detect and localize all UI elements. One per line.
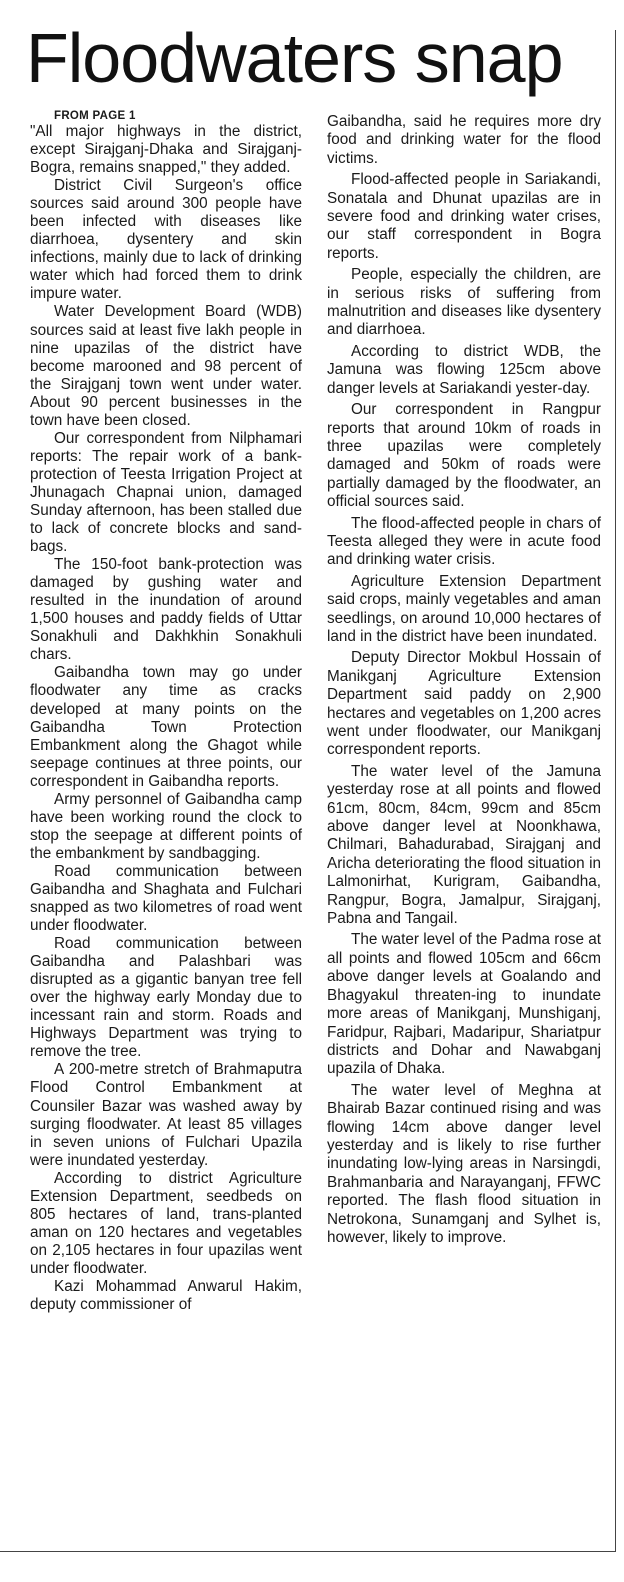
paragraph: Gaibandha, said he requires more dry food and drinking water for the flood victims. xyxy=(327,113,601,167)
paragraph: Road communication between Gaibandha and Shaghata and Fulchari snapped as two kilometres of road went under floodwater. xyxy=(30,862,302,935)
paragraph: People, especially the children, are in serious risks of suffering from malnutrition and diseases like dysentery and diarrhoea. xyxy=(327,266,601,339)
column-rule-right xyxy=(615,30,616,1552)
paragraph: A 200-metre stretch of Brahmaputra Flood Control Embankment at Counsiler Bazar was washed away by surging floodwater. At least 85 villages in seven unions of Fulchari Upazila were inundated yesterday. xyxy=(30,1061,302,1169)
headline: Floodwaters snap xyxy=(26,19,563,97)
paragraph: Agriculture Extension Department said crops, mainly vegetables and aman seedlings, on around 10,000 hectares of land in the district have been inundated. xyxy=(327,572,601,645)
paragraph: The water level of the Padma rose at all points and flowed 105cm and 66cm above danger levels at Goalando and Bhagyakul threaten-ing to inundate more areas of Manikganj, Munshiganj, Faridpur, Rajbari, Madaripur, Shariatpur districts and Dohar and Nawabganj upazila of Dhaka. xyxy=(327,931,601,1078)
paragraph: The 150-foot bank-protection was damaged by gushing water and resulted in the inundation of around 1,500 houses and paddy fields of Uttar Sonakhuli and Dakhkhin Sonakhuli chars. xyxy=(30,556,302,664)
paragraph: The flood-affected people in chars of Teesta alleged they were in acute food and drinking water crisis. xyxy=(327,514,601,569)
article-column-right xyxy=(327,113,601,1250)
paragraph: Road communication between Gaibandha and Palashbari was disrupted as a gigantic banyan tree fell over the highway early Monday due to incessant rain and storm. Roads and Highways Department was trying to remove the tree. xyxy=(30,935,302,1061)
paragraph: The water level of the Jamuna yesterday rose at all points and flowed 61cm, 80cm, 84cm, 99cm and 85cm above danger level at Noonkhawa, Chilmari, Bahadurabad, Sirajganj and Aricha deteriorating the flood situation in Lalmonirhat, Kurigram, Gaibandha, Rangpur, Bogra, Jamalpur, Sirajganj, Pabna and Tangail. xyxy=(327,762,601,928)
paragraph: The water level of Meghna at Bhairab Bazar continued rising and was flowing 14cm above danger level yesterday and is likely to rise further inundating low-lying areas in Narsingdi, Brahmanbaria and Narayanganj, FFWC reported. The flash flood situation in Netrokona, Sunamganj and Sylhet is, however, likely to improve. xyxy=(327,1081,601,1246)
article-column-left xyxy=(30,109,302,1314)
paragraph: District Civil Surgeon's office sources said around 300 people have been infected with diseases like diarrhoea, dysentery and skin infections, mainly due to lack of drinking water which had forced them to drink impure water. xyxy=(30,177,302,303)
paragraph: Water Development Board (WDB) sources said at least five lakh people in nine upazilas of the district have become marooned and 98 percent of the Sirajganj town went under water. About 90 percent businesses in the town have been closed. xyxy=(30,303,302,429)
paragraph: Our correspondent from Nilphamari reports: The repair work of a bank-protection of Teesta Irrigation Project at Jhunagach Chapnai union, damaged Sunday afternoon, has been stalled due to lack of concrete blocks and sand-bags. xyxy=(30,429,302,556)
paragraph: According to district WDB, the Jamuna was flowing 125cm above danger levels at Sariakandi yester-day. xyxy=(327,342,601,397)
from-page-label: FROM PAGE 1 xyxy=(54,110,136,122)
paragraph: "All major highways in the district, except Sirajganj-Dhaka and Sirajganj-Bogra, remains snapped," they added. xyxy=(30,123,302,177)
paragraph: Flood-affected people in Sariakandi, Sonatala and Dhunat upazilas are in severe food and drinking water crises, our staff correspondent in Bogra reports. xyxy=(327,171,601,262)
paragraph: Kazi Mohammad Anwarul Hakim, deputy commissioner of xyxy=(30,1278,302,1314)
paragraph: Our correspondent in Rangpur reports that around 10km of roads in three upazilas were completely damaged and 50km of roads were partially damaged by the floodwater, an official sources said. xyxy=(327,401,601,511)
bottom-rule xyxy=(0,1551,616,1552)
paragraph: Gaibandha town may go under floodwater any time as cracks developed at many points on the Gaibandha Town Protection Embankment along the Ghagot while seepage continues at three points, our correspondent in Gaibandha reports. xyxy=(30,664,302,790)
paragraph: Army personnel of Gaibandha camp have been working round the clock to stop the seepage at different points of the embankment by sandbagging. xyxy=(30,790,302,862)
paragraph: According to district Agriculture Extension Department, seedbeds on 805 hectares of land, trans-planted aman on 120 hectares and vegetables on 2,105 hectares in four upazilas went under floodwater. xyxy=(30,1169,302,1277)
paragraph: Deputy Director Mokbul Hossain of Manikganj Agriculture Extension Department said paddy on 2,900 hectares and vegetables on 1,200 acres went under floodwater, our Manikganj correspondent reports. xyxy=(327,649,601,759)
